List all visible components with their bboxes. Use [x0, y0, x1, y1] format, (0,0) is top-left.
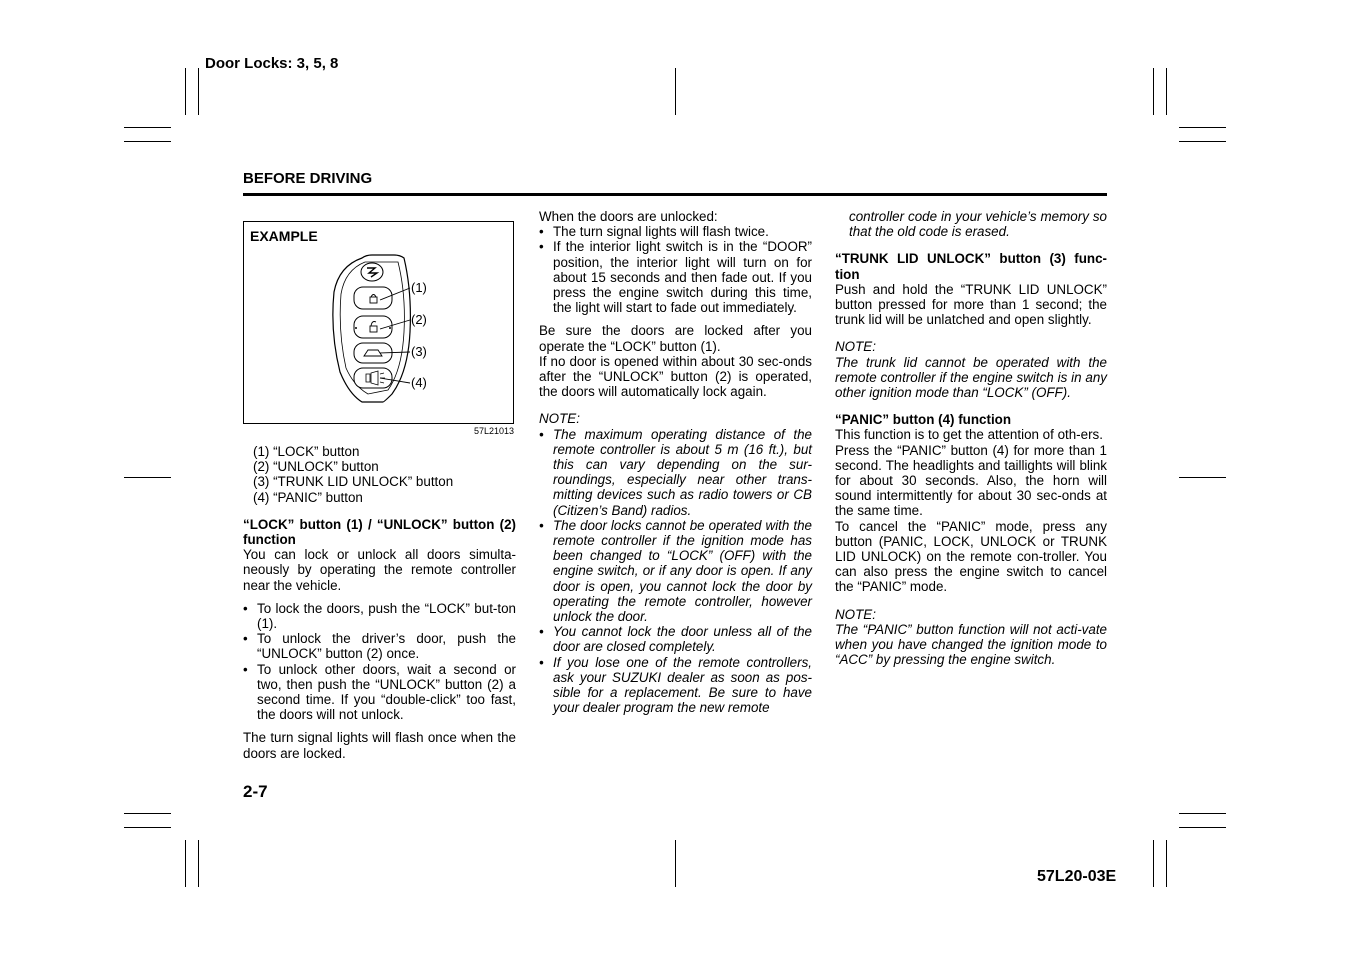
list-item: • To unlock the driver’s door, push the “UNLOCK” button (2) once. [243, 631, 516, 661]
panic-note-text: The “PANIC” button function will not acti-vate when you have changed the ignition mode to “ACC” by pressing the engine switch. [835, 621, 1107, 668]
unlock-intro: When the doors are unlocked: [539, 209, 718, 224]
section-rule [243, 193, 1107, 196]
trunk-heading: “TRUNK LID UNLOCK” button (3) func-tion [835, 251, 1107, 282]
panic-text-1: This function is to get the attention of oth-ers. [835, 427, 1103, 443]
trunk-text: Push and hold the “TRUNK LID UNLOCK” button pressed for more than 1 second; the trunk lid will be unlatched and open slightly. [835, 281, 1107, 328]
list-item: • To lock the doors, push the “LOCK” but-ton (1). [243, 601, 516, 631]
note-label: NOTE: [539, 411, 580, 427]
lock-unlock-intro: You can lock or unlock all doors simulta-neously by operating the remote controller near the vehicle. [243, 547, 516, 593]
figure-code: 57L21013 [474, 426, 515, 436]
lock-signal-text: The turn signal lights will flash once when the doors are locked. [243, 730, 516, 761]
legend-item: (2) “UNLOCK” button [253, 459, 379, 475]
trunk-note-text: The trunk lid cannot be operated with the remote controller if the engine switch is in any other ignition mode than “LOCK” (OFF). [835, 354, 1107, 401]
list-item: • You cannot lock the door unless all of the door are closed completely. [539, 624, 812, 654]
column-2 [539, 209, 812, 716]
note-label: NOTE: [835, 606, 876, 622]
note-continued: controller code in your vehicle’s memory so that the old code is erased. [849, 209, 1107, 240]
list-item: • The door locks cannot be operated with the remote controller if the ignition mode has been changed to “LOCK” (OFF) with the engine switch, or if any door is open. If any door is open, you cannot lock the door by operating the remote controller, however unlock the door. [539, 518, 812, 624]
legend-item: (1) “LOCK” button [253, 444, 360, 459]
callout-4: (4) [411, 375, 427, 390]
panic-heading: “PANIC” button (4) function [835, 412, 1012, 428]
remote-key-illustration [244, 222, 515, 425]
list-item: • The maximum operating distance of the remote controller is about 5 m (16 ft.), but this can vary depending on the sur-roundings, especially near other trans-mitting devices such as radio towers or CB (Citizen’s Band) radios. [539, 427, 812, 518]
header-note: Door Locks: 3, 5, 8 [205, 55, 339, 72]
auto-relock-text: If no door is opened within about 30 sec-onds after the “UNLOCK” button (2) is operated, the doors will automatically lock again. [539, 353, 812, 400]
list-item: • The turn signal lights will flash twice. [539, 224, 812, 239]
callout-3: (3) [411, 344, 427, 359]
document-code: 57L20-03E [1037, 868, 1117, 885]
note-label: NOTE: [835, 339, 876, 355]
figure-legend [243, 444, 516, 505]
column-3 [835, 209, 1107, 667]
unlock-effects [539, 224, 812, 315]
example-figure [243, 221, 514, 424]
list-item: • If you lose one of the remote controllers, ask your SUZUKI dealer as soon as pos-sible for a replacement. Be sure to have your dealer program the new remote [539, 655, 812, 716]
panic-text-3: To cancel the “PANIC” mode, press any button (PANIC, LOCK, UNLOCK or TRUNK LID UNLOCK) on the remote con-troller. You can also press the engine switch to cancel the “PANIC” mode. [835, 518, 1107, 595]
column-1 [243, 444, 516, 761]
lock-check-text: Be sure the doors are locked after you operate the “LOCK” button (1). [539, 323, 812, 354]
callout-1: (1) [411, 280, 427, 295]
note-list [539, 427, 812, 716]
panic-text-2: Press the “PANIC” button (4) for more than 1 second. The headlights and taillights will blink for about 30 seconds. Also, the horn will sound intermittently for about 30 sec-onds at the same time. [835, 442, 1107, 519]
list-item: • To unlock other doors, wait a second or two, then push the “UNLOCK” button (2) a second time. If you “double-click” too fast, the doors will not unlock. [243, 662, 516, 723]
lock-unlock-heading: “LOCK” button (1) / “UNLOCK” button (2) function [243, 516, 516, 548]
list-item: • If the interior light switch is in the “DOOR” position, the interior light will turn on for about 15 seconds and then fade out. If you press the engine switch during this time, the light will start to fade out immediately. [539, 239, 812, 315]
page-number: 2-7 [243, 782, 268, 801]
example-label: EXAMPLE [250, 228, 318, 244]
section-title: BEFORE DRIVING [243, 170, 373, 187]
callout-2: (2) [411, 312, 427, 327]
legend-item: (3) “TRUNK LID UNLOCK” button [253, 474, 454, 490]
lock-unlock-steps [243, 601, 516, 723]
legend-item: (4) “PANIC” button [253, 489, 363, 505]
